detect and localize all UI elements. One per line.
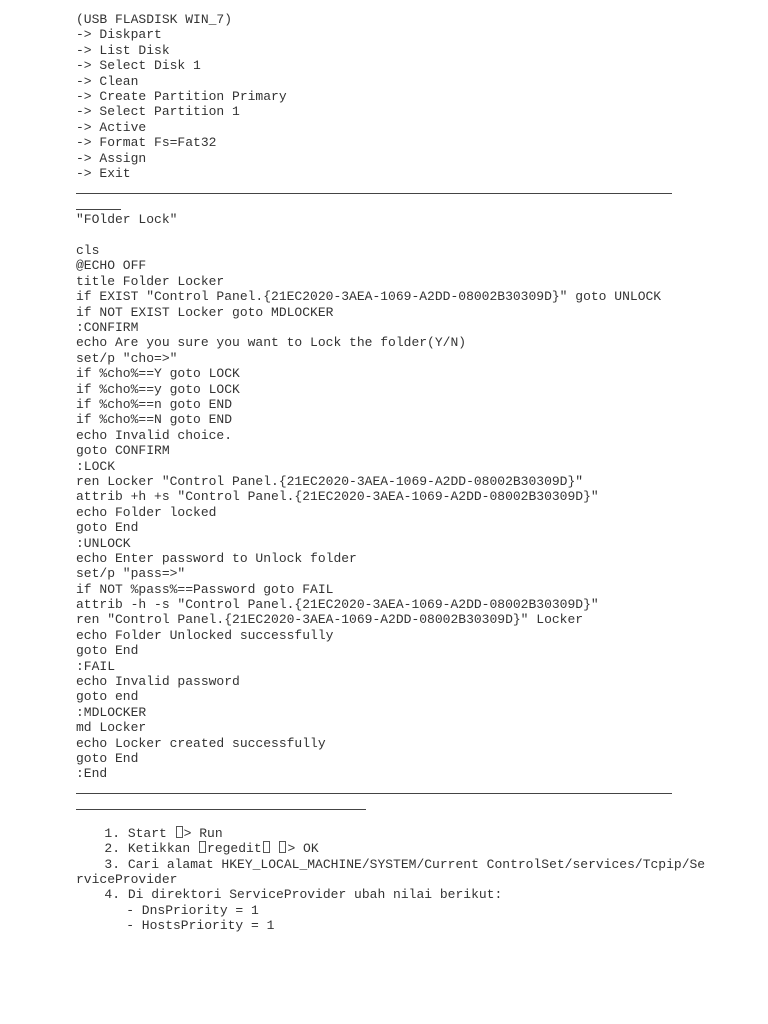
diskpart-step: -> Clean bbox=[76, 73, 139, 89]
code-line: if EXIST "Control Panel.{21EC2020-3AEA-1069-A2DD-08002B30309D}" goto UNLOCK bbox=[76, 289, 662, 305]
diskpart-step: -> Exit bbox=[76, 165, 131, 181]
list-text bbox=[271, 841, 279, 856]
code-line: :CONFIRM bbox=[76, 320, 139, 336]
missing-glyph-icon bbox=[279, 841, 286, 853]
diskpart-step: -> Create Partition Primary bbox=[76, 88, 287, 104]
code-line: goto CONFIRM bbox=[76, 443, 170, 459]
list-text: > Run bbox=[183, 825, 223, 841]
diskpart-step: -> Active bbox=[76, 119, 147, 135]
list-text: Start bbox=[127, 825, 175, 841]
list-number: 2. bbox=[104, 841, 120, 857]
sub-item-text: HostsPriority = 1 bbox=[134, 918, 275, 934]
sub-list-item bbox=[76, 918, 674, 933]
code-line: goto end bbox=[76, 689, 139, 705]
code-line: cls bbox=[76, 243, 100, 259]
code-line: ren "Control Panel.{21EC2020-3AEA-1069-A2DD-08002B30309D}" Locker bbox=[76, 612, 584, 628]
diskpart-steps bbox=[76, 12, 674, 181]
document-page bbox=[76, 12, 706, 934]
code-line: attrib +h +s "Control Panel.{21EC2020-3AEA-1069-A2DD-08002B30309D}" bbox=[76, 489, 599, 505]
code-line: echo Invalid password bbox=[76, 674, 240, 690]
code-line: title Folder Locker bbox=[76, 273, 225, 289]
code-line: set/p "cho=>" bbox=[76, 350, 178, 366]
code-line: @ECHO OFF bbox=[76, 258, 147, 274]
code-line: ren Locker "Control Panel.{21EC2020-3AEA-1069-A2DD-08002B30309D}" bbox=[76, 473, 584, 489]
code-line: echo Invalid choice. bbox=[76, 427, 233, 443]
code-line: goto End bbox=[76, 520, 139, 536]
code-line: echo Are you sure you want to Lock the folder(Y/N) bbox=[76, 335, 467, 351]
list-text: > OK bbox=[287, 841, 319, 857]
code-line: :End bbox=[76, 766, 108, 782]
list-item bbox=[76, 856, 706, 872]
code-line: :FAIL bbox=[76, 658, 116, 674]
code-line: if %cho%==y goto LOCK bbox=[76, 381, 240, 397]
code-line: echo Folder locked bbox=[76, 504, 217, 520]
registry-steps-list bbox=[76, 825, 706, 934]
code-line: if %cho%==Y goto LOCK bbox=[76, 366, 240, 382]
list-text: Cari alamat HKEY_LOCAL_MACHINE/SYSTEM/Current ControlSet/services/Tcpip/Se bbox=[127, 856, 706, 872]
diskpart-step: -> Diskpart bbox=[76, 27, 162, 43]
missing-glyph-icon bbox=[263, 841, 270, 853]
code-line: if NOT %pass%==Password goto FAIL bbox=[76, 581, 334, 597]
list-number: 1. bbox=[104, 825, 120, 841]
code-line: echo Locker created successfully bbox=[76, 735, 326, 751]
section-title: "FOlder Lock" bbox=[76, 212, 178, 228]
sub-item-text: DnsPriority = 1 bbox=[134, 902, 259, 918]
code-line: :UNLOCK bbox=[76, 535, 131, 551]
diskpart-step: -> Select Disk 1 bbox=[76, 58, 201, 74]
code-line: if %cho%==N goto END bbox=[76, 412, 233, 428]
list-item bbox=[76, 887, 674, 902]
code-line: echo Folder Unlocked successfully bbox=[76, 627, 334, 643]
sub-list-item bbox=[76, 903, 674, 918]
missing-glyph-icon bbox=[176, 826, 183, 838]
diskpart-step: -> Assign bbox=[76, 150, 147, 166]
dash-marker: - bbox=[126, 918, 134, 934]
code-line: :MDLOCKER bbox=[76, 704, 147, 720]
dash-marker: - bbox=[126, 902, 134, 918]
diskpart-step: -> Format Fs=Fat32 bbox=[76, 135, 217, 151]
diskpart-step: -> Select Partition 1 bbox=[76, 104, 240, 120]
code-line: if %cho%==n goto END bbox=[76, 396, 233, 412]
missing-glyph-icon bbox=[199, 841, 206, 853]
list-item-continuation: rviceProvider bbox=[76, 871, 178, 887]
diskpart-step: -> List Disk bbox=[76, 42, 170, 58]
code-line: set/p "pass=>" bbox=[76, 566, 186, 582]
list-item bbox=[76, 826, 674, 841]
code-line: attrib -h -s "Control Panel.{21EC2020-3AEA-1069-A2DD-08002B30309D}" bbox=[76, 597, 599, 613]
code-line: md Locker bbox=[76, 720, 147, 736]
list-number: 4. bbox=[104, 887, 120, 903]
code-line: :LOCK bbox=[76, 458, 116, 474]
diskpart-heading: (USB FLASDISK WIN_7) bbox=[76, 12, 233, 27]
list-number: 3. bbox=[104, 856, 120, 872]
list-text: Di direktori ServiceProvider ubah nilai berikut: bbox=[127, 887, 503, 903]
folder-lock-section bbox=[76, 212, 674, 781]
batch-code-block bbox=[76, 243, 674, 782]
list-text: regedit bbox=[207, 841, 262, 857]
code-line: goto End bbox=[76, 643, 139, 659]
list-text: Ketikkan bbox=[127, 841, 199, 857]
list-item bbox=[76, 841, 674, 856]
code-line: echo Enter password to Unlock folder bbox=[76, 550, 357, 566]
code-line: goto End bbox=[76, 750, 139, 766]
code-line: if NOT EXIST Locker goto MDLOCKER bbox=[76, 304, 334, 320]
